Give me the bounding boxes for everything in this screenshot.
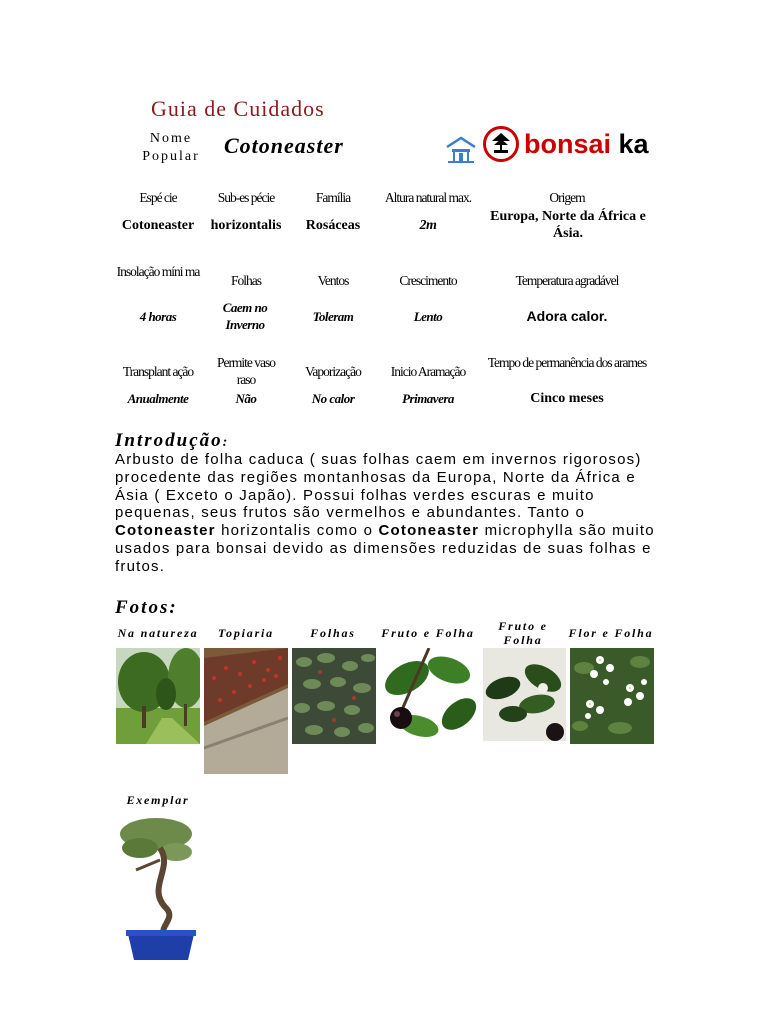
header-subespecie: Sub-es pécie [217, 190, 275, 205]
header-origem: Origem [549, 190, 585, 205]
header-especie: Espé cie [139, 190, 177, 205]
bonsai-ka-logo [445, 126, 660, 168]
header-aramacao: Inicio Aramação [390, 364, 466, 379]
photo-exemplar [116, 808, 201, 964]
photo-label-topiaria: Topiaria [218, 626, 274, 640]
photo-fruto-folha-1 [379, 648, 478, 744]
header-altura: Altura natural max. [384, 190, 472, 205]
photos-heading: Fotos: [115, 597, 178, 618]
photo-topiaria [204, 648, 288, 774]
page-title: Guia de Cuidados [151, 96, 325, 121]
intro-heading: Introdução: [115, 430, 230, 451]
value-folhas: Caem no Inverno [222, 300, 268, 332]
value-origem: Europa, Norte da África e Ásia. [490, 209, 646, 241]
nome-label-line1: Nome [149, 131, 193, 146]
photo-label-fruto-folha-2: Fruto e Folha [498, 619, 548, 647]
header-transplantacao: Transplant ação [122, 364, 194, 379]
photo-folhas [292, 648, 376, 744]
header-insolacao: Insolação míni ma [116, 264, 200, 279]
photo-na-natureza [116, 648, 200, 744]
intro-paragraph: Arbusto de folha caduca ( suas folhas caem em invernos rigorosos) procedente das regiões montanhosas da Europa, Norte da África e Ásia ( Exceto o Japão). Possui folhas verdes escuras e muito pequenas, seus frutos são vermelhos e abundantes. Tanto o Cotoneaster horizontalis como o Cotoneaster microphylla são muito usados para bonsai devido as dimensões reduzidas de suas folhas e frutos. [115, 451, 655, 575]
photo-fruto-folha-2 [483, 648, 566, 741]
value-crescimento: Lento [413, 309, 443, 324]
photo-label-exemplar: Exemplar [126, 793, 190, 807]
value-altura: 2m [419, 218, 437, 233]
value-insolacao: 4 horas [139, 309, 177, 324]
header-folhas: Folhas [230, 273, 261, 288]
value-familia: Rosáceas [305, 218, 361, 233]
header-crescimento: Crescimento [399, 273, 457, 288]
header-vaporizacao: Vaporização [305, 364, 361, 379]
nome-label-line2: Popular [142, 149, 200, 164]
header-vaso-raso: Permite vaso raso [216, 355, 276, 387]
value-transplantacao: Anualmente [127, 391, 189, 406]
value-especie: Cotoneaster [121, 218, 195, 233]
header-tempo-arames: Tempo de permanência dos arames [487, 355, 647, 370]
value-temperatura: Adora calor. [526, 308, 608, 324]
value-vaso-raso: Não [235, 391, 257, 406]
photo-flor-folha [570, 648, 654, 744]
value-vaporizacao: No calor [311, 391, 355, 406]
value-subespecie: horizontalis [210, 218, 282, 233]
photo-label-folhas: Folhas [310, 626, 356, 640]
value-ventos: Toleram [312, 309, 354, 324]
popular-name: Cotoneaster [224, 133, 344, 158]
header-ventos: Ventos [317, 273, 349, 288]
value-aramacao: Primavera [402, 391, 454, 406]
nome-popular-label [140, 130, 202, 166]
value-tempo-arames: Cinco meses [530, 391, 604, 406]
photo-label-flor-folha: Flor e Folha [568, 626, 654, 640]
bonsai-emblem-icon [483, 126, 519, 162]
logo-brand-text: bonsai ka [524, 129, 649, 159]
photo-label-natureza: Na natureza [117, 626, 199, 640]
header-temperatura: Temperatura agradável [515, 273, 619, 288]
header-familia: Família [315, 190, 351, 205]
photo-label-fruto-folha-1: Fruto e Folha [381, 626, 475, 640]
house-icon [445, 136, 477, 164]
